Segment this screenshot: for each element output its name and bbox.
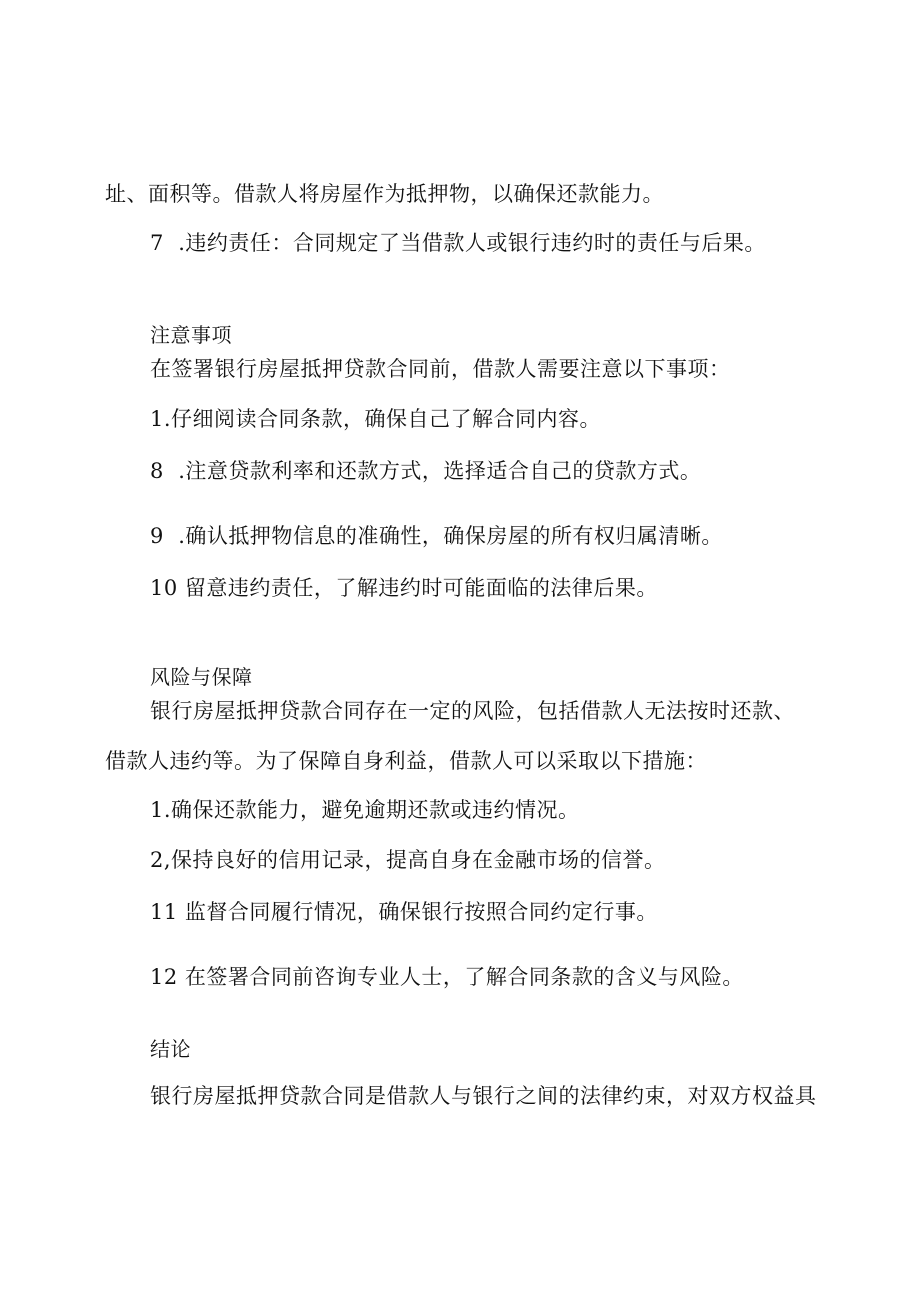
list-item-repayment-ability: 1.确保还款能力，避免逾期还款或违约情况。 xyxy=(150,798,580,822)
section-heading-notes: 注意事项 xyxy=(150,323,232,347)
paragraph-notes-intro: 在签署银行房屋抵押贷款合同前，借款人需要注意以下事项： xyxy=(150,357,731,381)
list-item-read-terms: 1.仔细阅读合同条款，确保自己了解合同内容。 xyxy=(150,407,602,431)
paragraph-line-continuation: 址、面积等。借款人将房屋作为抵押物，以确保还款能力。 xyxy=(105,182,664,206)
list-item-7-breach-liability: 7 .违约责任：合同规定了当借款人或银行违约时的责任与后果。 xyxy=(150,231,766,255)
paragraph-risk-line-2: 借款人违约等。为了保障自身利益，借款人可以采取以下措施： xyxy=(105,749,707,773)
paragraph-risk-line-1: 银行房屋抵押贷款合同存在一定的风险，包括借款人无法按时还款、 xyxy=(150,699,795,723)
section-heading-conclusion: 结论 xyxy=(150,1037,191,1061)
list-item-8-interest-rate: 8 .注意贷款利率和还款方式，选择适合自己的贷款方式。 xyxy=(150,459,702,483)
list-item-10-breach-consequences: 10 留意违约责任，了解违约时可能面临的法律后果。 xyxy=(150,576,658,600)
paragraph-conclusion: 银行房屋抵押贷款合同是借款人与银行之间的法律约束，对双方权益具 xyxy=(150,1084,817,1108)
section-heading-risk: 风险与保障 xyxy=(150,665,253,689)
list-item-11-supervise: 11 监督合同履行情况，确保银行按照合同约定行事。 xyxy=(150,900,658,924)
list-item-credit-record: 2,保持良好的信用记录，提高自身在金融市场的信誉。 xyxy=(150,848,666,872)
list-item-12-consult: 12 在签署合同前咨询专业人士，了解合同条款的含义与风险。 xyxy=(150,965,744,989)
list-item-9-collateral-info: 9 .确认抵押物信息的准确性，确保房屋的所有权归属清晰。 xyxy=(150,524,723,548)
